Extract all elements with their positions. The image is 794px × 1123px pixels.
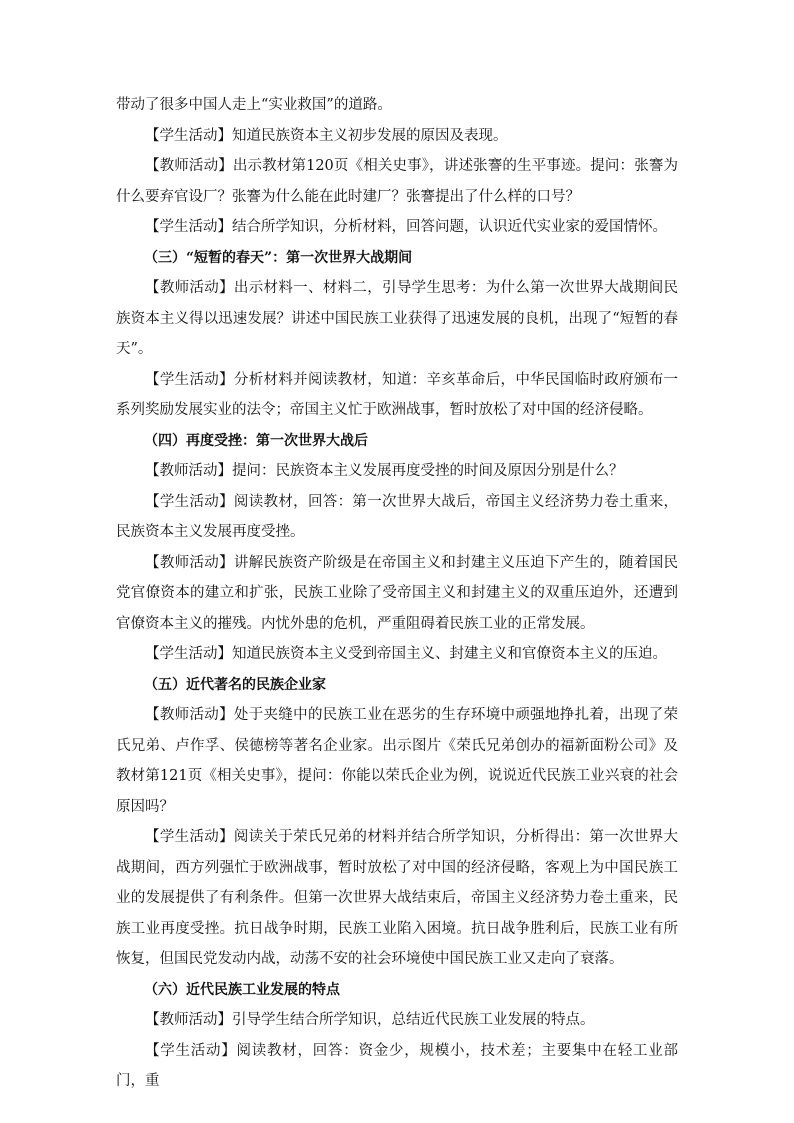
activity-tag: 【教师活动】 [145, 707, 234, 723]
body-paragraph [116, 121, 678, 152]
body-paragraph [116, 273, 678, 365]
paragraph-text: 阅读教材，回答：第一次世界大战后，帝国主义经济势力卷土重来，民族资本主义发展再度受挫。 [116, 493, 679, 540]
body-paragraph [116, 487, 678, 548]
section-heading: （四）再度受挫：第一次世界大战后 [144, 432, 368, 449]
activity-tag: 【教师活动】 [145, 463, 232, 479]
paragraph-text: 知道民族资本主义初步发展的原因及表现。 [232, 127, 508, 144]
body-paragraph [116, 90, 678, 121]
body-paragraph [116, 822, 678, 975]
body-paragraph [116, 365, 678, 426]
paragraph-text: 带动了很多中国人走上“实业救国”的道路。 [116, 97, 392, 113]
activity-tag: 【学生活动】 [145, 829, 234, 845]
paragraph-text: 分析材料并阅读教材，知道：辛亥革命后，中华民国临时政府颁布一系列奖励发展实业的法令；帝国主义忙于欧洲战事，暂时放松了对中国的经济侵略。 [116, 371, 679, 418]
activity-tag: 【教师活动】 [145, 1012, 232, 1028]
paragraph-text: 阅读教材，回答：资金少，规模小，技术差；主要集中在轻工业部门，重 [116, 1042, 678, 1089]
paragraph-text: 阅读关于荣氏兄弟的材料并结合所学知识，分析得出：第一次世界大战期间，西方列强忙于欧洲战事，暂时放松了对中国的经济侵略，客观上为中国民族工业的发展提供了有利条件。但第一次世界大战结束后，帝国主义经济势力卷土重来，民族工业再度受挫。抗日战争时期，民族工业陷入困境。抗日战争胜利后，民族工业有所恢复，但国民党发动内战，动荡不安的社会环境使中国民族工业又走向了衰落。 [116, 829, 679, 967]
paragraph-text: 出示材料一、材料二，引导学生思考：为什么第一次世界大战期间民族资本主义得以迅速发展？讲述中国民族工业获得了迅速发展的良机，出现了“短暂的春天”。 [116, 280, 679, 357]
body-paragraph [116, 456, 678, 487]
section-heading: （三）“短暂的春天”：第一次世界大战期间 [144, 249, 413, 266]
body-paragraph [116, 1036, 678, 1097]
paragraph-text: 结合所学知识，分析材料，回答问题，认识近代实业家的爱国情怀。 [232, 219, 667, 235]
section-heading: （五）近代著名的民族企业家 [144, 676, 326, 693]
activity-tag: 【学生活动】 [145, 493, 234, 510]
section-heading: （六）近代民族工业发展的特点 [144, 981, 340, 998]
paragraph-text: 讲解民族资产阶级是在帝国主义和封建主义压迫下产生的，随着国民党官僚资本的建立和扩张，民族工业除了受帝国主义和封建主义的双重压迫外，还遭到官僚资本主义的摧残。内忧外患的危机，严重阻碍着民族工业的正常发展。 [116, 554, 679, 632]
body-paragraph [116, 1005, 678, 1036]
activity-tag: 【学生活动】 [145, 1042, 237, 1059]
body-paragraph [116, 639, 678, 670]
activity-tag: 【教师活动】 [145, 158, 233, 174]
body-paragraph [116, 212, 678, 243]
paragraph-text: 出示教材第120页《相关史事》，讲述张謇的生平事迹。提问：张謇为什么要弃官设厂？张謇为什么能在此时建厂？张謇提出了什么样的口号？ [116, 158, 678, 205]
activity-tag: 【教师活动】 [145, 280, 234, 296]
paragraph-text: 提问：民族资本主义发展再度受挫的时间及原因分别是什么？ [232, 463, 624, 479]
activity-tag: 【学生活动】 [145, 127, 232, 144]
activity-tag: 【学生活动】 [145, 646, 232, 662]
paragraph-text: 知道民族资本主义受到帝国主义、封建主义和官僚资本主义的压迫。 [232, 646, 667, 662]
paragraph-text: 处于夹缝中的民族工业在恶劣的生存环境中顽强地挣扎着，出现了荣氏兄弟、卢作孚、侯德榜等著名企业家。出示图片《荣氏兄弟创办的福新面粉公司》及教材第121页《相关史事》，提问：你能以荣氏企业为例，说说近代民族工业兴衰的社会原因吗？ [116, 707, 679, 815]
body-paragraph [116, 151, 678, 212]
body-paragraph [116, 700, 678, 822]
activity-tag: 【学生活动】 [145, 371, 234, 388]
paragraph-text: 引导学生结合所学知识，总结近代民族工业发展的特点。 [232, 1012, 595, 1028]
document-page [116, 90, 678, 1097]
body-paragraph [116, 548, 678, 640]
activity-tag: 【学生活动】 [145, 219, 232, 235]
activity-tag: 【教师活动】 [145, 554, 234, 571]
